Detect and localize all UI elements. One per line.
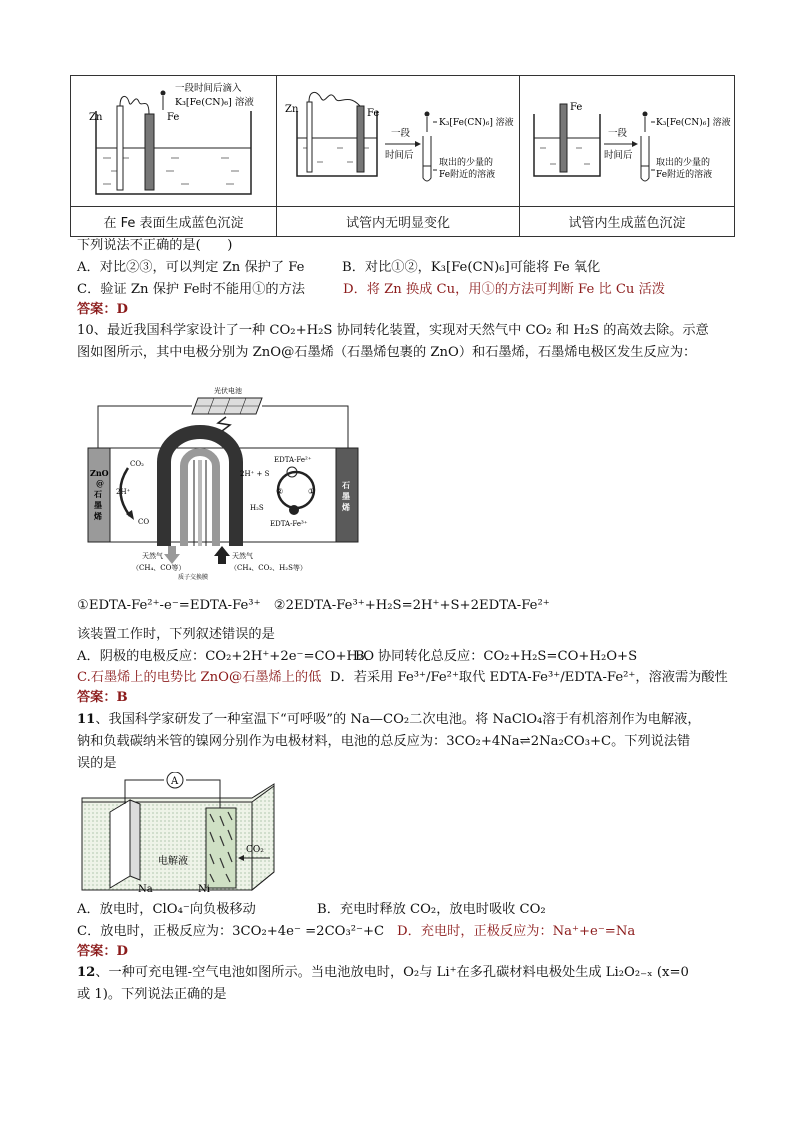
q10-option-c: C.石墨烯上的电势比 ZnO@石墨烯上的低 [77, 670, 322, 685]
h-plus-label: 2H⁺ [116, 488, 131, 496]
left-electrode-label-1: ZnO [90, 468, 109, 478]
q12-stem-text-1: 、一种可充电锂-空气电池如图所示。当电池放电时，O₂与 Li⁺在多孔碳材料电极处生成 Li₂O₂₋ₓ (x=0 [95, 965, 689, 980]
q10-option-b: B．协同转化总反应：CO₂+H₂S=CO+H₂O+S [355, 649, 638, 664]
fe-label: Fe [570, 102, 583, 113]
experiment-figure-2 [277, 76, 519, 202]
left-electrode-label-2: @ [96, 478, 104, 488]
q10-stem: 该装置工作时，下列叙述错误的是 [77, 627, 275, 642]
reagent-label: K₃[Fe(CN)₆] 溶液 [439, 118, 514, 128]
step-2-label: ② [276, 487, 284, 496]
q9-stem: 下列说法不正确的是( ) [77, 238, 233, 253]
gas-right-label-2: （CH₄、CO₂、H₂S等） [230, 564, 307, 572]
fe-label: Fe [367, 108, 380, 119]
experiment-figure-3 [520, 76, 734, 202]
result-caption-2: 试管内无明显变化 [277, 207, 520, 237]
edta-fe3-label: EDTA-Fe³⁺ [270, 520, 308, 528]
arrow-text-2: 时间后 [385, 150, 414, 161]
na-label: Na [138, 884, 153, 894]
q11-stem-line-3: 误的是 [77, 756, 117, 771]
q9-answer: 答案：D [77, 302, 128, 317]
solar-cell-label: 光伏电池 [214, 387, 242, 395]
co2-label: CO₂ [130, 460, 144, 468]
q9-option-d: D．将 Zn 换成 Cu，用①的方法可判断 Fe 比 Cu 活泼 [343, 282, 665, 297]
figure-cell-1 [71, 76, 277, 207]
left-electrode-label-4: 墨 [94, 500, 102, 510]
q9-option-c: C．验证 Zn 保护 Fe时不能用①的方法 [77, 282, 305, 297]
q11-option-d: D．充电时，正极反应为：Na⁺+e⁻=Na [397, 924, 636, 939]
right-electrode-label-2: 墨 [342, 491, 350, 501]
note-line-2: K₃[Fe(CN)₆] 溶液 [175, 97, 254, 108]
left-electrode-label-3: 石 [94, 489, 102, 499]
q9-option-b: B．对比①②，K₃[Fe(CN)₆]可能将 Fe 氧化 [342, 260, 601, 275]
h2s-label: H₂S [250, 504, 264, 512]
electrolyte-label: 电解液 [158, 856, 188, 867]
q10-device-figure [80, 380, 380, 580]
sample-label-1: 取出的少量的 [656, 158, 711, 168]
ni-label: Ni [198, 884, 210, 894]
zn-label: Zn [89, 112, 103, 123]
q10-option-d: D．若采用 Fe³⁺/Fe²⁺取代 EDTA-Fe³⁺/EDTA-Fe²⁺，溶液需为酸性 [330, 670, 728, 685]
q11-option-a: A．放电时，ClO₄⁻向负极移动 [77, 902, 256, 917]
co-label: CO [138, 518, 150, 526]
arrow-text-1: 一段 [391, 128, 411, 139]
q11-answer: 答案：D [77, 944, 128, 959]
arrow-text-2: 时间后 [604, 150, 633, 161]
reagent-label: K₃[Fe(CN)₆] 溶液 [656, 118, 731, 128]
q11-option-b: B．充电时释放 CO₂，放电时吸收 CO₂ [317, 902, 546, 917]
membrane-label: 质子交换膜 [178, 574, 209, 580]
q11-stem-text-1: 、我国科学家研发了一种室温下“可呼吸”的 Na—CO₂二次电池。将 NaClO₄溶于有机溶剂作为电解液， [95, 712, 701, 727]
figure-cell-3 [520, 76, 735, 207]
q11-option-c: C．放电时，正极反应为：3CO₂+4e⁻ =2CO₃²⁻+C [77, 924, 385, 939]
left-electrode-label-5: 烯 [94, 511, 102, 521]
right-electrode-label-1: 石 [342, 480, 350, 490]
co2-label: CO₂ [246, 845, 264, 855]
h-s-label: 2H⁺ + S [240, 470, 270, 478]
result-caption-1: 在 Fe 表面生成蓝色沉淀 [71, 207, 277, 237]
result-caption-3: 试管内生成蓝色沉淀 [520, 207, 735, 237]
q10-answer: 答案：B [77, 690, 128, 705]
q11-battery-figure [80, 772, 276, 894]
note-line-1: 一段时间后滴入 [175, 83, 242, 94]
q10-option-a: A．阴极的电极反应：CO₂+2H⁺+2e⁻=CO+H₂O [77, 649, 375, 664]
sample-label-1: 取出的少量的 [439, 158, 494, 168]
arrow-text-1: 一段 [608, 128, 628, 139]
q10-reactions: ①EDTA-Fe²⁺-e⁻=EDTA-Fe³⁺ ②2EDTA-Fe³⁺+H₂S=2H⁺+S+2EDTA-Fe²⁺ [77, 598, 550, 613]
step-1-label: ① [308, 487, 316, 496]
q12-stem-line-2: 或 1)。下列说法正确的是 [77, 987, 227, 1002]
gas-left-label-1: 天然气 [142, 552, 163, 560]
q10-stem-line-2: 图如图所示，其中电极分别为 ZnO@石墨烯（石墨烯包裹的 ZnO）和石墨烯，石墨烯电极区发生反应为： [77, 345, 697, 360]
zn-label: Zn [285, 104, 299, 115]
q10-stem-line-1: 10、最近我国科学家设计了一种 CO₂+H₂S 协同转化装置，实现对天然气中 CO₂ 和 H₂S 的高效去除。示意 [77, 323, 709, 338]
q11-stem-line-2: 钠和负载碳纳米管的镍网分别作为电极材料，电池的总反应为：3CO₂+4Na⇌2Na₂CO₃+C。下列说法错 [77, 734, 691, 749]
q12-number: 12 [77, 965, 96, 980]
experiment-table [70, 75, 735, 237]
figure-cell-2 [277, 76, 520, 207]
edta-fe2-label: EDTA-Fe²⁺ [274, 456, 312, 464]
q11-number: 11 [77, 712, 96, 727]
ammeter-label: A [171, 776, 179, 787]
q12-stem-line-1 [77, 964, 689, 982]
sample-label-2: Fe附近的溶液 [656, 170, 713, 180]
gas-right-label-1: 天然气 [232, 552, 253, 560]
experiment-figure-1 [71, 76, 276, 202]
right-electrode-label-3: 烯 [342, 502, 350, 512]
sample-label-2: Fe附近的溶液 [439, 170, 496, 180]
gas-left-label-2: （CH₄、CO等） [132, 564, 186, 572]
q11-stem-line-1 [77, 711, 701, 729]
fe-label: Fe [167, 112, 180, 123]
q9-option-a: A．对比②③，可以判定 Zn 保护了 Fe [77, 260, 305, 275]
